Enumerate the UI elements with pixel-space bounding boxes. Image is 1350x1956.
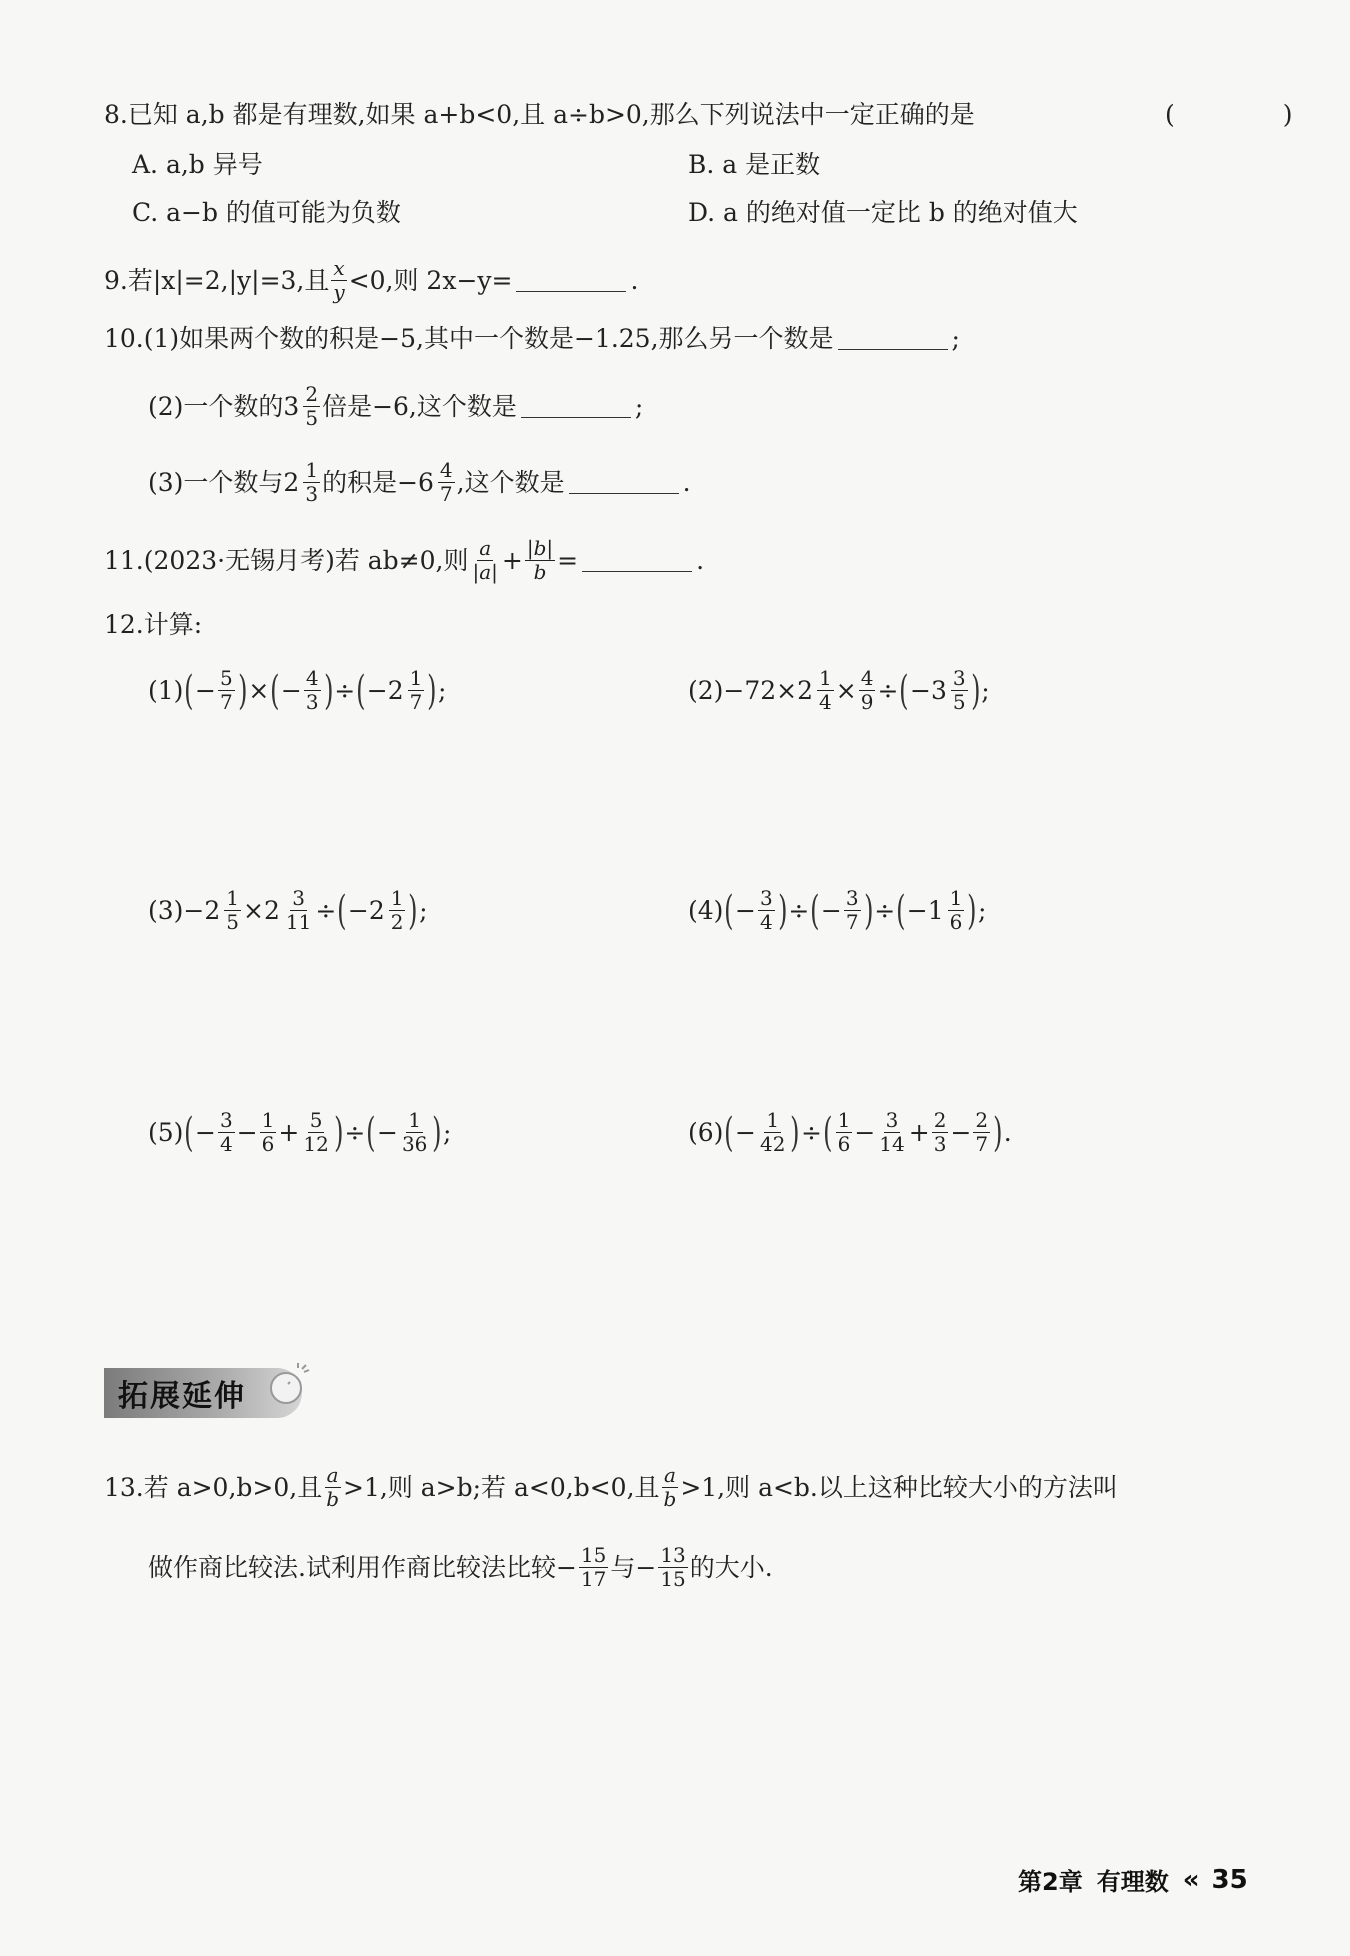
frac [224, 888, 241, 933]
q9-den: y [333, 280, 345, 304]
q10-part3 [148, 460, 691, 505]
q10-p3-blank[interactable] [569, 471, 679, 494]
q11-frac2 [525, 538, 555, 583]
den: 4 [819, 690, 832, 714]
q12-title-text: 12.计算: [104, 610, 203, 639]
frac [817, 668, 834, 713]
q10-p2-blank[interactable] [521, 395, 631, 418]
paren: ) [863, 887, 874, 934]
q12-sub5: (5) ( − $\frac{3}{4}$ − $\frac{1}{6}$ + $\frac{5}{12}$ ) ÷ ( − $\frac{1}{36}$ ) ; [148, 1108, 452, 1156]
paren: ) [432, 1109, 442, 1156]
q9-post: <0,则 2x−y= [348, 266, 513, 295]
q8-option-a [132, 152, 263, 177]
den: 7 [975, 1132, 989, 1156]
q12-s5-fc [301, 1110, 330, 1155]
num: 13 [660, 1543, 686, 1567]
paren: ( [184, 1109, 194, 1156]
q12-s6-fb [836, 1110, 853, 1155]
num: 15 [580, 1543, 607, 1567]
q8-option-c-text: C. a−b 的值可能为负数 [132, 198, 401, 227]
den: 2 [390, 910, 404, 934]
paren: ( [724, 887, 734, 934]
paren: ( [896, 887, 906, 934]
q12-sub4: (4) ( − $\frac{3}{4}$ ) ÷ ( − $\frac{3}{7}$ ) ÷ ( − 1 $\frac{1}{6}$ ) ; [688, 886, 987, 934]
paren: ( [270, 667, 280, 714]
paren: ) [237, 667, 248, 714]
den: 3 [305, 690, 319, 714]
frac [408, 668, 425, 713]
q10-p2-frac [303, 384, 320, 429]
den: 5 [226, 910, 240, 934]
q12-s1-label: (1) [148, 676, 184, 705]
num: 4 [305, 666, 319, 690]
q10-p3-den2: 7 [439, 482, 453, 506]
paren: ( [823, 1109, 833, 1156]
paren: ) [967, 887, 977, 934]
q11-frac1 [471, 538, 500, 583]
q8-option-c [132, 200, 401, 225]
frac [389, 888, 406, 933]
q10-p3-pre: (3)一个数与 [148, 468, 284, 497]
light-rays-icon [286, 1362, 310, 1386]
paren: ( [356, 667, 366, 714]
den: 36 [401, 1132, 428, 1156]
q10-p3-num: 1 [305, 458, 319, 482]
paren: ( [724, 1109, 734, 1156]
q12-s1-fb [304, 668, 321, 713]
paren: ) [333, 1109, 344, 1156]
q12-s3-mb [264, 888, 315, 933]
frac [284, 888, 313, 933]
num: 2 [975, 1108, 989, 1132]
q12-s5-fb [260, 1110, 277, 1155]
q9 [104, 258, 638, 303]
q9-answer-blank[interactable] [516, 269, 626, 292]
q12-s3-label: (3)− [148, 896, 205, 925]
q12-sub1: (1) ( − $\frac{5}{7}$ ) × ( − $\frac{4}{3}$ ) ÷ ( − 2 $\frac{1}{7}$ ) ; [148, 666, 447, 714]
q8-paren-text: ( ) [1165, 100, 1343, 129]
q11-pre: 11.(2023·无锡月考)若 ab≠0,则 [104, 546, 469, 575]
den: 3 [933, 1132, 947, 1156]
q12-s4-fb [844, 888, 861, 933]
q13-l1c: >1,则 a<b.以上这种比较大小的方法叫 [680, 1473, 1118, 1502]
num: 1 [819, 666, 832, 690]
den: 6 [261, 1132, 275, 1156]
q13-frac2 [658, 1545, 687, 1590]
num: 3 [219, 1108, 233, 1132]
q10-part2 [148, 384, 643, 429]
q10-p2-pre: (2)一个数的 [148, 392, 284, 421]
q13-l2a: 做作商比较法.试利用作商比较法比较− [148, 1553, 577, 1582]
den: 7 [845, 910, 859, 934]
den: 17 [580, 1567, 607, 1591]
q12-s3-mc [369, 888, 408, 933]
q11-end: . [696, 546, 705, 575]
num: 3 [952, 666, 966, 690]
den: 12 [303, 1132, 329, 1156]
q12-s6-fc [877, 1110, 906, 1155]
den: 6 [837, 1132, 851, 1156]
num: 1 [390, 886, 404, 910]
q10-p3-int: 2 [283, 468, 300, 497]
num: a [326, 1463, 339, 1487]
num: 3 [759, 886, 773, 910]
q12-s3-ma [204, 888, 243, 933]
section-title: 拓展延伸 [118, 1379, 246, 1414]
q10-part1 [104, 326, 960, 351]
num: 1 [949, 886, 963, 910]
q12-sub3: (3)− 2 $\frac{1}{5}$ × 2 $\frac{3}{11}$ ÷ ( − 2 $\frac{1}{2}$ ) ; [148, 886, 428, 934]
num: 1 [226, 886, 240, 910]
q8-answer-paren [1165, 102, 1342, 127]
q12-s5-fa [218, 1110, 235, 1155]
q10-p3-frac1 [303, 460, 320, 505]
q12-s2-fb [859, 668, 876, 713]
q8-option-d [688, 200, 1078, 225]
int: 3 [930, 676, 947, 705]
q12-s2-label: (2)−72× [688, 676, 798, 705]
paren: ( [337, 887, 347, 934]
q11-n1: a [479, 536, 492, 560]
q13-frac-ab-1 [324, 1465, 341, 1510]
q10-p2-end: ; [634, 392, 644, 421]
q13-l2c: 的大小. [689, 1553, 773, 1582]
q11-d1: |a| [472, 560, 498, 584]
q11-blank[interactable] [582, 549, 692, 572]
int: 2 [263, 896, 280, 925]
q9-fraction [331, 258, 346, 303]
q11 [104, 538, 704, 583]
q8-option-b [688, 152, 820, 177]
num: a [663, 1463, 676, 1487]
page-number: 35 [1211, 1864, 1248, 1895]
frac [951, 668, 968, 713]
paren: ) [323, 667, 334, 714]
page-footer [1018, 1862, 1248, 1897]
q12-sub6: (6) ( − $\frac{1}{42}$ ) ÷ ( $\frac{1}{6}$ − $\frac{3}{14}$ + $\frac{2}{3}$ − $\frac{2}{7}$ ) . [688, 1108, 1012, 1156]
q10-p1-end: ; [951, 324, 960, 353]
num: 3 [885, 1108, 899, 1132]
q10-p3-post: ,这个数是 [456, 468, 565, 497]
int: 2 [797, 676, 814, 705]
frac [948, 888, 965, 933]
q13-frac-ab-2 [662, 1465, 679, 1510]
int: 1 [927, 896, 944, 925]
q10-p3-den: 3 [305, 482, 319, 506]
q13-l2b: 与− [610, 1553, 657, 1582]
num: 2 [933, 1108, 947, 1132]
num: 5 [219, 666, 233, 690]
den: 7 [219, 690, 233, 714]
paren: ( [184, 667, 194, 714]
q10-p3-mixed2 [418, 460, 457, 505]
den: 7 [409, 690, 423, 714]
den: 4 [759, 910, 773, 934]
paren: ) [790, 1109, 800, 1156]
den: 6 [949, 910, 963, 934]
num: 1 [837, 1108, 851, 1132]
q8-stem [104, 102, 975, 127]
q10-p2-mixed [283, 384, 322, 429]
num: 1 [261, 1108, 275, 1132]
int: 2 [368, 896, 385, 925]
q12-s2-ma [797, 668, 836, 713]
den: 14 [879, 1132, 905, 1156]
paren: ) [427, 667, 437, 714]
den: b [663, 1487, 677, 1511]
q12-s6-fe [973, 1110, 990, 1155]
q8-stem-text: 8.已知 a,b 都是有理数,如果 a+b<0,且 a÷b>0,那么下列说法中一定正确的是 [104, 100, 975, 129]
int: 2 [204, 896, 221, 925]
paren: ( [810, 887, 820, 934]
paren: ) [993, 1109, 1003, 1156]
q13-frac1 [579, 1545, 608, 1590]
q13-l1a: 13.若 a>0,b>0,且 [104, 1473, 323, 1502]
q12-s5-fd [400, 1110, 429, 1155]
footer-title: 有理数 [1096, 1868, 1169, 1896]
q12-s5-label: (5) [148, 1118, 184, 1147]
den: 42 [759, 1132, 786, 1156]
q12-sub2: (2)−72× 2 $\frac{1}{4}$ × $\frac{4}{9}$ ÷ ( − 3 $\frac{3}{5}$ ) ; [688, 666, 990, 714]
footer-chapter: 第2章 [1018, 1868, 1083, 1896]
q10-p3-num2: 4 [439, 458, 453, 482]
q11-n2: |b| [526, 536, 554, 560]
num: 1 [408, 1108, 422, 1132]
q10-p3-mixed1 [283, 460, 322, 505]
q10-p1-text: 10.(1)如果两个数的积是−5,其中一个数是−1.25,那么另一个数是 [104, 324, 834, 353]
num: 4 [860, 666, 874, 690]
q9-num: x [333, 256, 345, 280]
den: b [326, 1487, 340, 1511]
num: 3 [845, 886, 859, 910]
q10-p3-int2: 6 [418, 468, 434, 497]
q10-p2-num: 2 [305, 382, 319, 406]
q13-line1 [104, 1465, 1118, 1510]
int: 2 [387, 676, 404, 705]
paren: ( [899, 667, 909, 714]
q10-p2-den: 5 [305, 406, 319, 430]
q8-option-d-text: D. a 的绝对值一定比 b 的绝对值大 [688, 198, 1078, 227]
q9-end: . [630, 266, 639, 295]
q10-p1-blank[interactable] [838, 327, 948, 350]
q12-s6-label: (6) [688, 1118, 724, 1147]
den: 11 [285, 910, 312, 934]
q12-s4-mc [928, 888, 967, 933]
q12-s1-fa [218, 668, 235, 713]
q12-title [104, 612, 202, 637]
den: 4 [219, 1132, 233, 1156]
q13-line2 [148, 1545, 773, 1590]
q12-s2-mc [931, 668, 970, 713]
q12-s1-mc [388, 668, 427, 713]
paren: ) [970, 667, 981, 714]
num: 1 [766, 1108, 780, 1132]
num: 3 [292, 886, 305, 910]
q8-option-b-text: B. a 是正数 [688, 150, 821, 179]
q10-p2-post: 倍是−6,这个数是 [322, 392, 517, 421]
paren: ) [777, 887, 788, 934]
q10-p2-int: 3 [283, 392, 300, 421]
q13-l1b: >1,则 a>b;若 a<0,b<0,且 [343, 1473, 660, 1502]
q12-s4-fa [758, 888, 775, 933]
q11-d2: b [533, 560, 547, 584]
q10-p3-frac2 [438, 460, 455, 505]
num: 5 [309, 1108, 323, 1132]
q12-s6-fd [932, 1110, 949, 1155]
q10-p3-mid: 的积是− [322, 468, 419, 497]
q8-option-a-text: A. a,b 异号 [132, 150, 263, 179]
q12-s4-label: (4) [688, 896, 724, 925]
den: 9 [860, 690, 874, 714]
paren: ) [408, 887, 418, 934]
q11-eq: = [557, 546, 579, 575]
num: 1 [409, 666, 423, 690]
double-chevron-left-icon: « [1182, 1864, 1192, 1895]
q12-s6-fa [758, 1110, 787, 1155]
q9-pre: 9.若|x|=2,|y|=3,且 [104, 266, 330, 295]
q10-p3-end: . [682, 468, 691, 497]
paren: ( [366, 1109, 376, 1156]
den: 15 [660, 1567, 686, 1591]
q11-plus: + [501, 546, 523, 575]
den: 5 [952, 690, 966, 714]
